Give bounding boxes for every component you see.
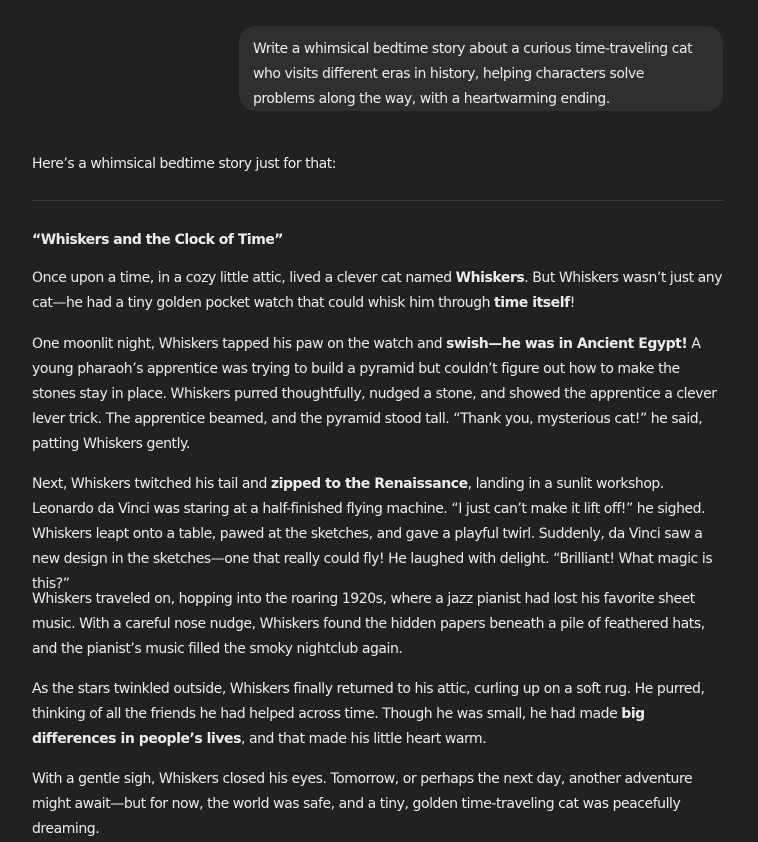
paragraph-text: Next, Whiskers twitched his tail and	[32, 476, 271, 492]
bold-text: big differences in people’s lives	[32, 706, 645, 747]
story-paragraph-1	[32, 266, 724, 316]
paragraph-text: , landing in a sunlit workshop. Leonardo da Vinci was staring at a half-finished flying machine. “I just can’t make it lift off!” he sighed. Whiskers leapt onto a table, pawed at the sketches, and gave a playful twirl. Suddenly, da Vinci saw a new design in the sketches—one that really could fly! He laughed with delight. “Brilliant! What magic is this?”	[32, 476, 713, 592]
bold-text: time itself	[494, 295, 570, 311]
paragraph-text: . But Whiskers wasn’t just any cat—he had a tiny golden pocket watch that could whisk him through	[32, 270, 723, 311]
bold-text: swish—he was in Ancient Egypt!	[446, 336, 688, 352]
story-title: “Whiskers and the Clock of Time”	[32, 232, 284, 248]
story-paragraph-3	[32, 472, 724, 597]
paragraph-text: , and that made his little heart warm.	[240, 731, 487, 747]
story-paragraph-6	[32, 767, 724, 842]
paragraph-text: With a gentle sigh, Whiskers closed his eyes. Tomorrow, or perhaps the next day, another adventure might await—but for now, the world was safe, and a tiny, golden time-traveling cat was peacefully dreaming.	[32, 771, 693, 837]
paragraph-text: Once upon a time, in a cozy little attic, lived a clever cat named	[32, 270, 456, 286]
bold-text: Whiskers	[455, 270, 525, 286]
horizontal-divider	[32, 200, 723, 201]
assistant-intro: Here’s a whimsical bedtime story just for that:	[32, 156, 337, 172]
paragraph-text: !	[569, 295, 575, 311]
user-message-text: Write a whimsical bedtime story about a curious time-traveling cat who visits different eras in history, helping characters solve problems along the way, with a heartwarming ending.	[253, 41, 693, 107]
story-paragraph-2	[32, 332, 724, 457]
bold-text: zipped to the Renaissance	[270, 476, 468, 492]
story-paragraph-5	[32, 677, 724, 752]
story-paragraph-4	[32, 587, 724, 662]
paragraph-text: As the stars twinkled outside, Whiskers finally returned to his attic, curling up on a soft rug. He purred, thinking of all the friends he had helped across time. Though he was small, he had made	[32, 681, 705, 722]
paragraph-text: Whiskers traveled on, hopping into the roaring 1920s, where a jazz pianist had lost his favorite sheet music. With a careful nose nudge, Whiskers found the hidden papers beneath a pile of feathered hats, and the pianist’s music filled the smoky nightclub again.	[32, 591, 705, 657]
paragraph-text: A young pharaoh’s apprentice was trying to build a pyramid but couldn’t figure out how to make the stones stay in place. Whiskers purred thoughtfully, nudged a stone, and showed the apprentice a clever lever trick. The apprentice beamed, and the pyramid stood tall. “Thank you, mysterious cat!” he said, patting Whiskers gently.	[32, 336, 717, 452]
paragraph-text: One moonlit night, Whiskers tapped his paw on the watch and	[32, 336, 447, 352]
user-message-bubble	[239, 26, 723, 111]
